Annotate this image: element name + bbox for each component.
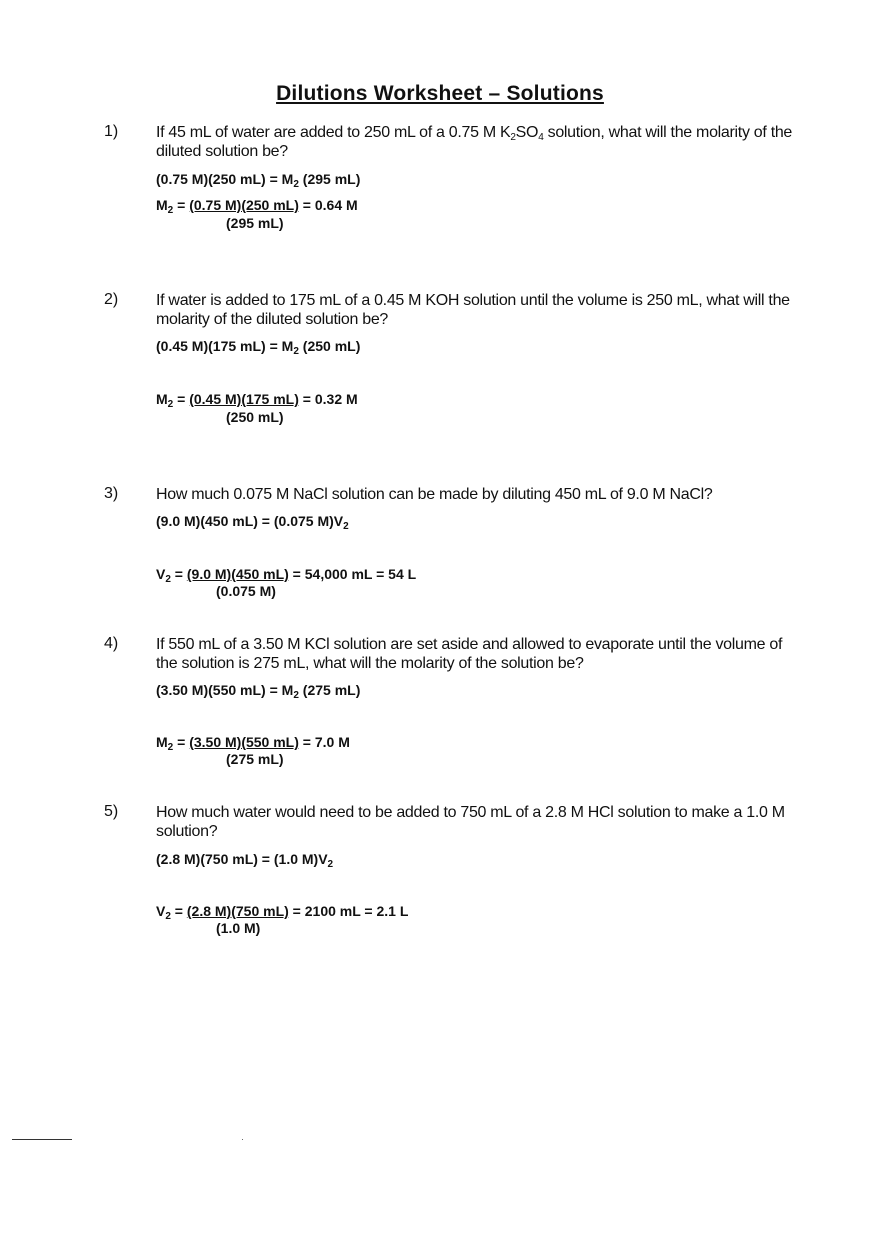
equation-result: = 54,000 mL = 54 L: [288, 566, 417, 582]
subscript: 2: [293, 346, 299, 357]
equation-text: (2.8 M)(750 mL) = (1.0 M)V: [156, 851, 328, 867]
fraction-numerator: (0.75 M)(250 mL): [189, 197, 299, 213]
page-title: Dilutions Worksheet – Solutions: [276, 82, 604, 105]
problem-number: 3): [104, 485, 119, 502]
subscript: 2: [167, 742, 174, 753]
equation-text: (295 mL): [298, 171, 361, 187]
footnote-mark: [242, 1139, 243, 1140]
subscript: 2: [293, 179, 299, 190]
equation-solution: [156, 734, 350, 753]
question-text: solution, what will the molarity of the diluted solution be?: [156, 124, 793, 160]
fraction-denominator: (295 mL): [226, 215, 284, 231]
equals-sign: =: [173, 734, 190, 750]
subscript: 2: [293, 690, 299, 701]
problem-question: If 550 mL of a 3.50 M KCl solution are set aside and allowed to evaporate until the volume of the solution is 275 mL, what will the molarity of the solution be?: [156, 636, 783, 672]
equation-solution: [156, 566, 417, 585]
equals-sign: =: [170, 903, 187, 919]
subscript: 2: [165, 574, 171, 585]
subscript: 2: [343, 521, 349, 532]
question-text: SO: [515, 124, 539, 141]
problem-number: 1): [104, 123, 119, 140]
fraction-denominator: (250 mL): [226, 409, 284, 425]
equation-variable: V: [156, 566, 166, 582]
equation-solution: [156, 903, 409, 922]
equation-setup: [156, 851, 334, 870]
equation-text: (3.50 M)(550 mL) = M: [156, 682, 294, 698]
problem-question: How much water would need to be added to 750 mL of a 2.8 M HCl solution to make a 1.0 M solution?: [156, 804, 785, 840]
equals-sign: =: [173, 197, 190, 213]
equation-variable: V: [156, 903, 166, 919]
equation-variable: M: [156, 391, 168, 407]
problem-question: If water is added to 175 mL of a 0.45 M KOH solution until the volume is 250 mL, what will the molarity of the diluted solution be?: [156, 292, 790, 328]
question-text: If 45 mL of water are added to 250 mL of a 0.75 M K: [156, 124, 511, 141]
subscript: 2: [165, 911, 171, 922]
equation-setup: [156, 171, 361, 190]
fraction-denominator: (275 mL): [226, 751, 284, 767]
equation-text: (0.45 M)(175 mL) = M: [156, 338, 294, 354]
equation-result: = 2100 mL = 2.1 L: [288, 903, 409, 919]
equation-text: (275 mL): [298, 682, 361, 698]
subscript: 2: [167, 399, 174, 410]
equals-sign: =: [170, 566, 187, 582]
fraction-numerator: (9.0 M)(450 mL): [186, 566, 289, 582]
footnote-divider: [12, 1139, 72, 1140]
subscript: 4: [538, 132, 544, 143]
equation-setup: [156, 513, 349, 532]
fraction-numerator: (2.8 M)(750 mL): [186, 903, 289, 919]
equation-result: = 7.0 M: [298, 734, 350, 750]
equation-text: (250 mL): [298, 338, 361, 354]
problem-number: 5): [104, 803, 119, 820]
subscript: 2: [510, 132, 516, 143]
subscript: 2: [167, 205, 174, 216]
equation-result: = 0.32 M: [298, 391, 358, 407]
problem-number: 4): [104, 635, 119, 652]
problem-question: How much 0.075 M NaCl solution can be made by diluting 450 mL of 9.0 M NaCl?: [156, 486, 713, 503]
fraction-numerator: (3.50 M)(550 mL): [189, 734, 299, 750]
fraction-numerator: (0.45 M)(175 mL): [189, 391, 299, 407]
equation-result: = 0.64 M: [298, 197, 358, 213]
fraction-denominator: (0.075 M): [216, 583, 276, 599]
fraction-denominator: (1.0 M): [216, 920, 261, 936]
equation-solution: [156, 197, 358, 216]
equation-variable: M: [156, 734, 168, 750]
equation-setup: [156, 338, 361, 357]
problem-question: [156, 123, 796, 161]
equation-variable: M: [156, 197, 168, 213]
equation-solution: [156, 391, 358, 410]
equation-text: (0.75 M)(250 mL) = M: [156, 171, 294, 187]
problem-number: 2): [104, 291, 119, 308]
subscript: 2: [327, 859, 334, 870]
equals-sign: =: [173, 391, 190, 407]
equation-setup: [156, 682, 361, 701]
equation-text: (9.0 M)(450 mL) = (0.075 M)V: [156, 513, 344, 529]
